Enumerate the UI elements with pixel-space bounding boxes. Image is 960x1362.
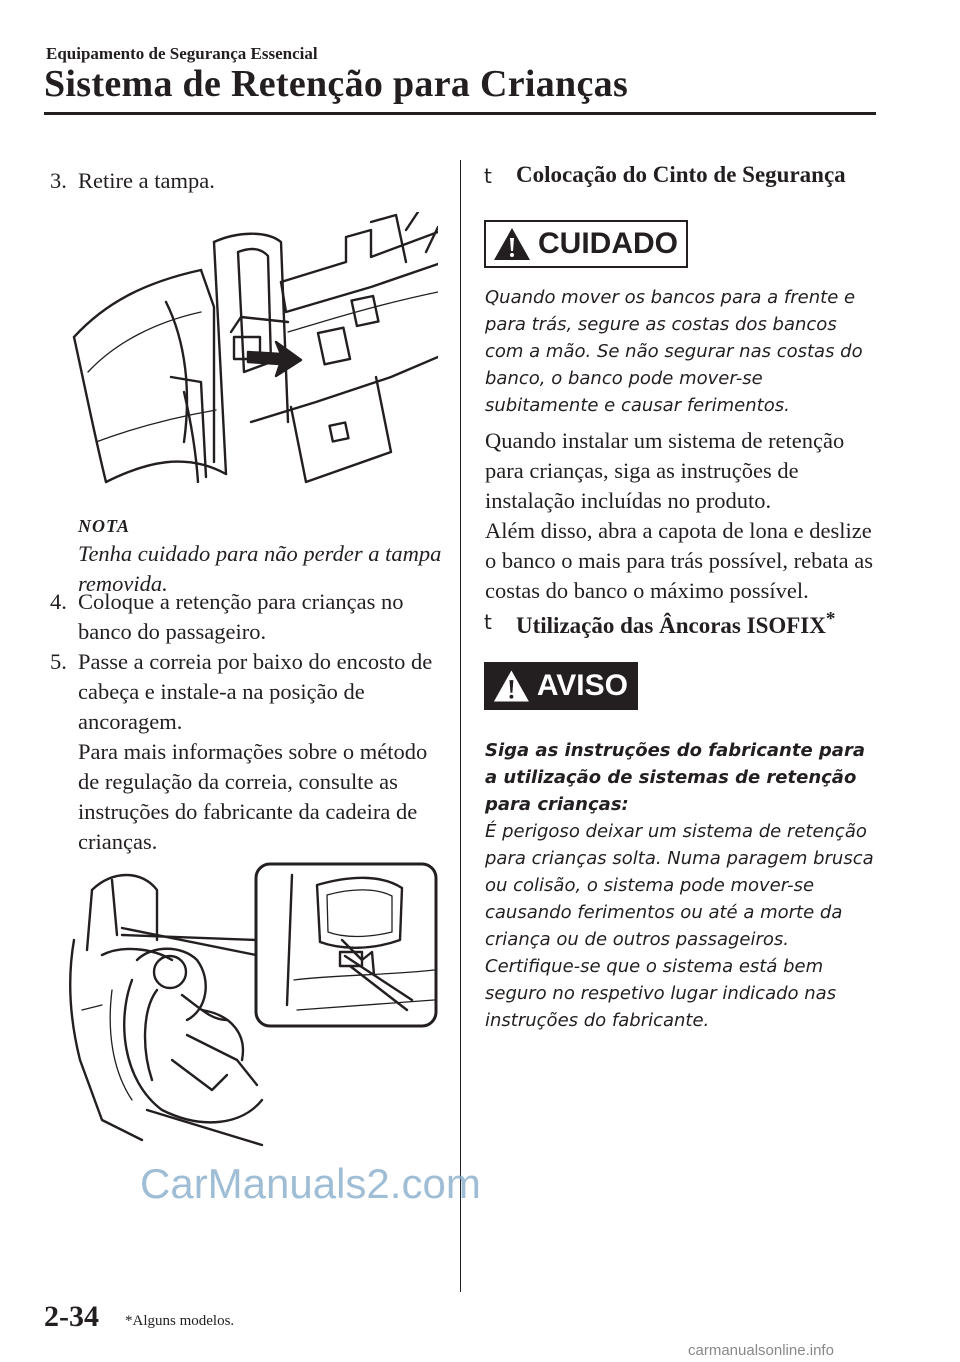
- step-text: Passe a correia por baixo do encosto de cabeça e instale-a na posição de ancoragem.: [78, 649, 433, 734]
- section-label: Equipamento de Segurança Essencial: [46, 44, 318, 63]
- step-text: Coloque a retenção para crianças no banco do passageiro.: [78, 589, 404, 644]
- heading-bullet: t: [484, 164, 492, 188]
- heading-seatbelt: [484, 162, 846, 188]
- footnote-mark: *: [825, 608, 836, 629]
- heading-isofix: [484, 608, 835, 639]
- caution-badge: [484, 220, 688, 268]
- step-3: [50, 166, 445, 196]
- warning-text: É perigoso deixar um sistema de retenção para crianças solta. Numa paragem brusca ou colisão, o sistema pode mover-se causando ferimentos ou até a morte da criança ou de outros passageiros. Certifique-se que o sistema está bem seguro no respetivo lugar indicado nas instruções do fabricante.: [485, 821, 874, 1031]
- step-5: [50, 647, 445, 857]
- site-watermark: carmanualsonline.info: [688, 1342, 834, 1359]
- caution-label: CUIDADO: [538, 227, 678, 260]
- note-body: Tenha cuidado para não perder a tampa removida.: [78, 541, 442, 596]
- page-title: Sistema de Retenção para Crianças: [44, 63, 629, 105]
- step-text-detail: Para mais informações sobre o método de regulação da correia, consulte as instruções do fabricante da cadeira de crianças.: [78, 739, 428, 854]
- warning-triangle-icon: [492, 226, 532, 262]
- title-rule: [44, 112, 876, 115]
- cover-removal-illustration: [66, 212, 438, 498]
- warning-triangle-icon: [492, 668, 531, 704]
- step-text: Retire a tampa.: [78, 168, 215, 193]
- caution-text: Quando mover os bancos para a frente e para trás, segure as costas dos bancos com a mão. Se não segurar nas costas do banco, o banco pode mover-se subitamente e causar ferimentos.: [485, 287, 863, 416]
- warning-bold-text: Siga as instruções do fabricante para a utilização de sistemas de retenção para crianças:: [485, 740, 865, 815]
- watermark: CarManuals2.com: [140, 1160, 481, 1207]
- warning-label: AVISO: [536, 669, 628, 702]
- step-4: [50, 587, 445, 647]
- tether-installation-illustration: [62, 860, 442, 1150]
- heading-text: Utilização das Âncoras ISOFIX: [516, 612, 826, 638]
- step-number: 4.: [50, 589, 67, 614]
- column-divider: [460, 160, 461, 1292]
- warning-text-block: [485, 737, 880, 1034]
- note-title: NOTA: [78, 516, 131, 536]
- heading-bullet: t: [484, 610, 492, 634]
- heading-text: Colocação do Cinto de Segurança: [516, 162, 846, 187]
- adjust-paragraph: Além disso, abra a capota de lona e deslize o banco o mais para trás possível, rebata as costas do banco o máximo possível.: [485, 518, 873, 603]
- page-number: 2-34: [44, 1300, 99, 1333]
- step-number: 5.: [50, 649, 67, 674]
- warning-badge: [484, 662, 638, 710]
- install-paragraph: Quando instalar um sistema de retenção para crianças, siga as instruções de instalação incluídas no produto.: [485, 428, 845, 513]
- step-number: 3.: [50, 168, 67, 193]
- footnote: *Alguns modelos.: [125, 1313, 235, 1329]
